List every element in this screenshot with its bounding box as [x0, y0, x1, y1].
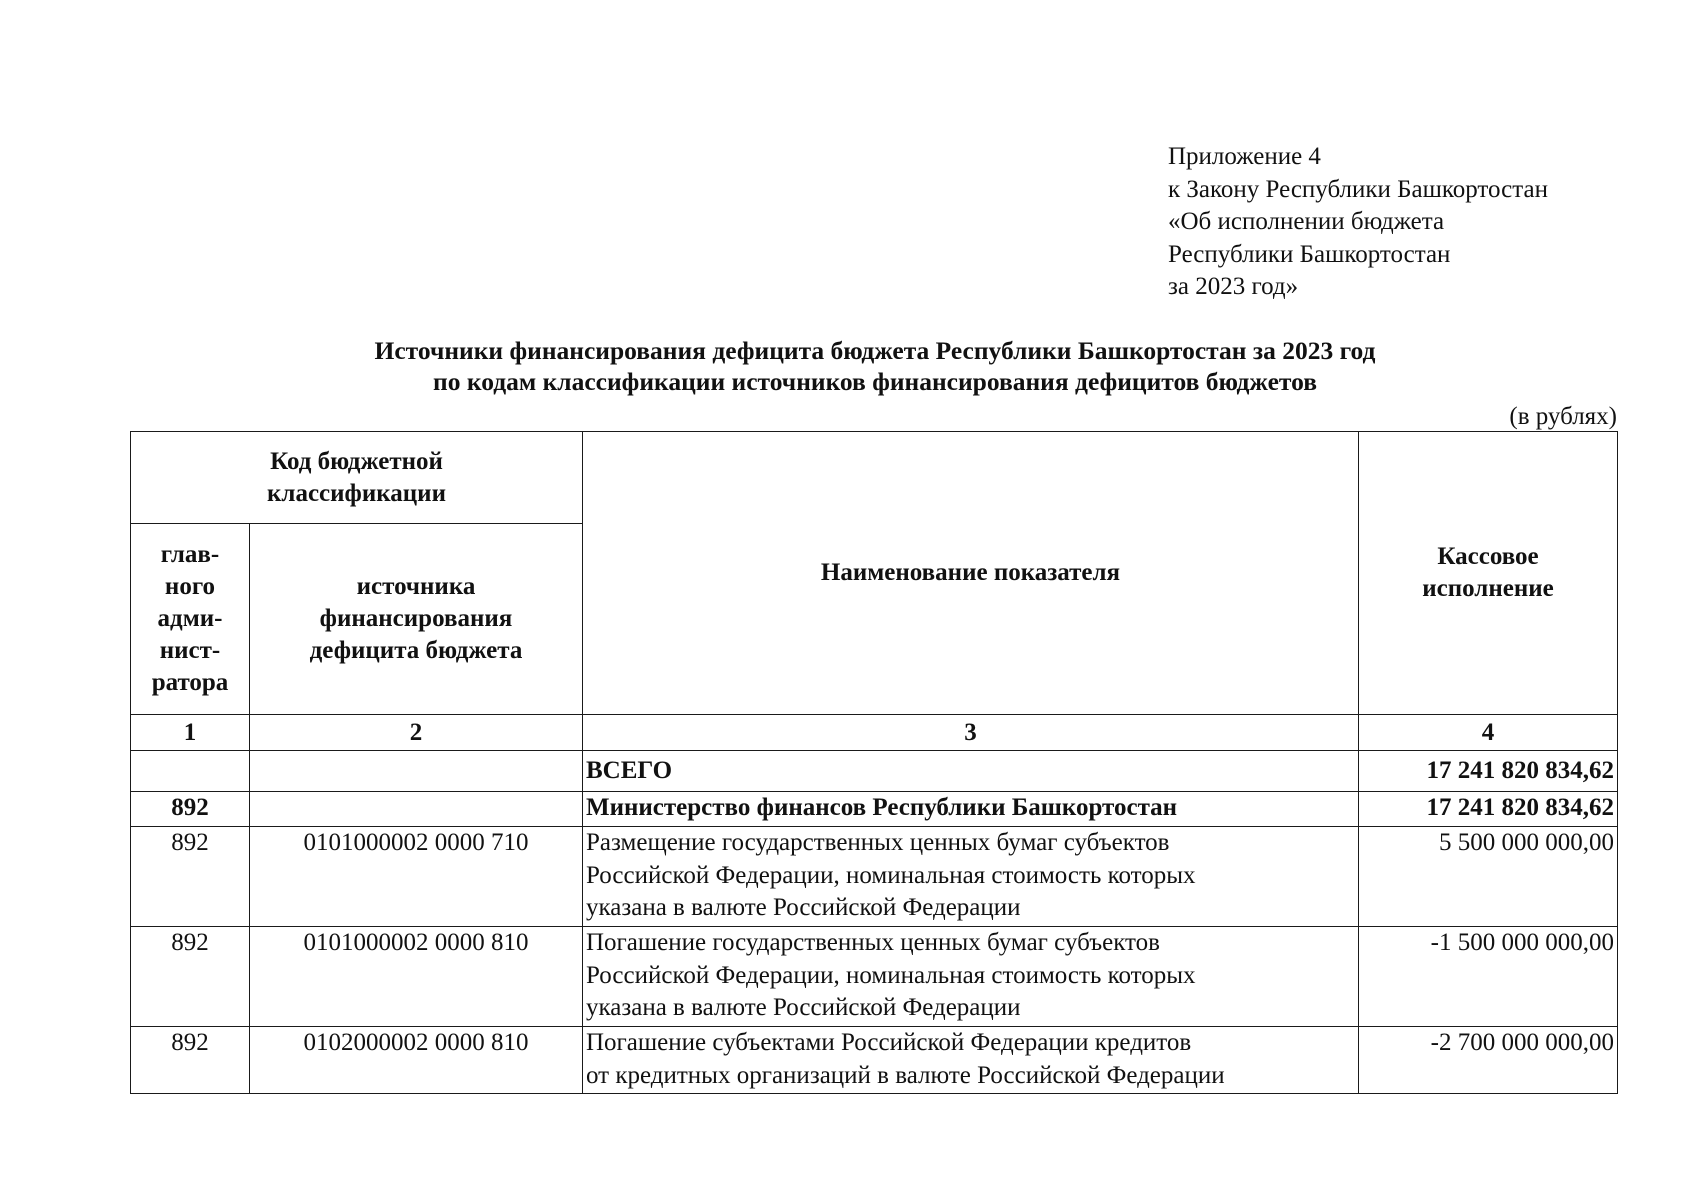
- header-group-label: Код бюджетной классификации: [267, 447, 446, 507]
- column-number: 1: [131, 715, 250, 751]
- appendix-line: Приложение 4: [1168, 143, 1321, 170]
- header-col2-line: дефицита бюджета: [309, 637, 523, 664]
- appendix-reference: [1168, 141, 1548, 304]
- header-indicator-name: Наименование показателя: [583, 432, 1359, 715]
- title-line-1: Источники финансирования дефицита бюджета Республики Башкортостан за 2023 год: [374, 336, 1376, 365]
- header-budget-code-group: [131, 432, 583, 524]
- units-note: (в рублях): [1509, 403, 1617, 430]
- header-col4-line: исполнение: [1422, 575, 1554, 602]
- name-line: Российской Федерации, номинальная стоимость которых: [586, 961, 1196, 989]
- cell-source-code: 0101000002 0000 710: [250, 827, 583, 927]
- appendix-line: за 2023 год»: [1168, 273, 1299, 300]
- table-row: [131, 827, 1618, 927]
- header-col2-line: финансирования: [319, 605, 513, 632]
- cell-admin-code: 892: [131, 1027, 250, 1094]
- cell-source-code: [250, 792, 583, 827]
- header-col2-line: источника: [356, 573, 476, 600]
- header-chief-administrator: [131, 524, 250, 715]
- cell-indicator-name: ВСЕГО: [583, 751, 1359, 792]
- header-col4-line: Кассовое: [1437, 543, 1539, 570]
- header-row-group: [131, 432, 1618, 524]
- cell-indicator-name: [583, 827, 1359, 927]
- appendix-line: к Закону Республики Башкортостан: [1168, 175, 1548, 203]
- cell-source-code: [250, 751, 583, 792]
- table-row: [131, 927, 1618, 1027]
- table-row: [131, 1027, 1618, 1094]
- cell-source-code: 0101000002 0000 810: [250, 927, 583, 1027]
- cell-admin-code: [131, 751, 250, 792]
- header-col1-line: глав-: [160, 541, 220, 568]
- cell-admin-code: 892: [131, 827, 250, 927]
- cell-admin-code: 892: [131, 927, 250, 1027]
- name-line: Российской Федерации, номинальная стоимость которых: [586, 861, 1196, 889]
- name-line: Погашение государственных ценных бумаг субъектов: [586, 929, 1160, 956]
- name-line: указана в валюте Российской Федерации: [586, 994, 1021, 1021]
- header-cash-execution: [1359, 432, 1618, 715]
- name-line: Погашение субъектами Российской Федерации кредитов: [586, 1029, 1192, 1056]
- name-line: Размещение государственных ценных бумаг субъектов: [586, 829, 1170, 856]
- cell-indicator-name: [583, 1027, 1359, 1094]
- column-number: 2: [250, 715, 583, 751]
- cell-amount: 5 500 000 000,00: [1359, 827, 1618, 927]
- column-number: 4: [1359, 715, 1618, 751]
- column-number: 3: [583, 715, 1359, 751]
- cell-amount: 17 241 820 834,62: [1359, 792, 1618, 827]
- header-col1-line: нист-: [159, 637, 221, 664]
- header-source-code: [250, 524, 583, 715]
- cell-indicator-name: [583, 927, 1359, 1027]
- table-row-ministry: [131, 792, 1618, 827]
- name-line: от кредитных организаций в валюте Российской Федерации: [586, 1061, 1225, 1089]
- header-col1-line: ного: [164, 573, 216, 600]
- cell-amount: -2 700 000 000,00: [1359, 1027, 1618, 1094]
- cell-admin-code: 892: [131, 792, 250, 827]
- appendix-line: «Об исполнении бюджета: [1168, 208, 1445, 235]
- cell-amount: 17 241 820 834,62: [1359, 751, 1618, 792]
- column-number-row: [131, 715, 1618, 751]
- title-line-2: по кодам классификации источников финансирования дефицитов бюджетов: [433, 367, 1317, 396]
- appendix-line: Республики Башкортостан: [1168, 240, 1451, 268]
- header-col1-line: адми-: [157, 605, 223, 632]
- cell-indicator-name: Министерство финансов Республики Башкортостан: [583, 792, 1359, 827]
- cell-source-code: 0102000002 0000 810: [250, 1027, 583, 1094]
- cell-amount: -1 500 000 000,00: [1359, 927, 1618, 1027]
- document-title: [200, 335, 1550, 397]
- financing-sources-table: [130, 431, 1618, 1094]
- name-line: указана в валюте Российской Федерации: [586, 894, 1021, 921]
- header-col1-line: ратора: [151, 669, 229, 696]
- table-row-total: [131, 751, 1618, 792]
